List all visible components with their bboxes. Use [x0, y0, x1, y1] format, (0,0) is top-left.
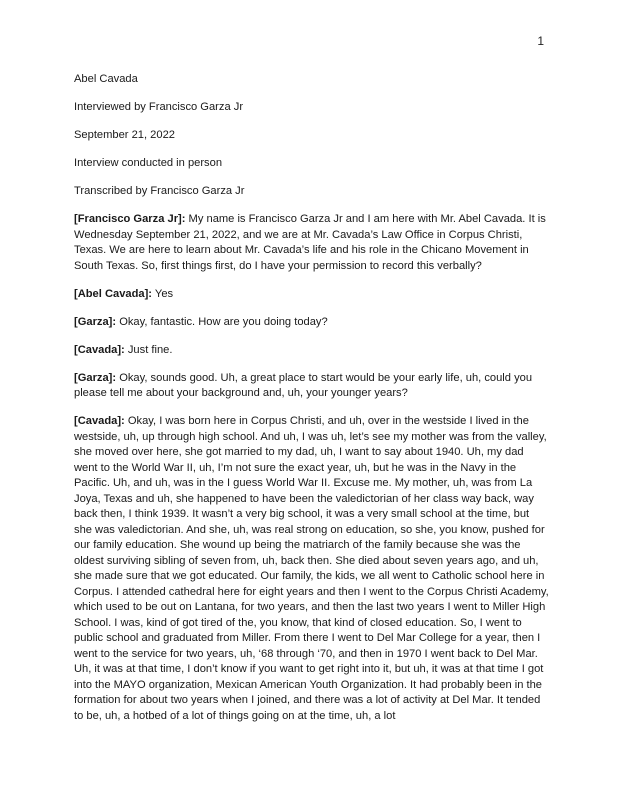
speaker-label: [Garza]: [74, 371, 117, 384]
transcript-paragraph [74, 371, 550, 402]
transcript-paragraph [74, 343, 550, 359]
speaker-label: [Garza]: [74, 315, 117, 328]
transcript-paragraph [74, 414, 550, 724]
speaker-label: [Francisco Garza Jr]: [74, 213, 186, 225]
utterance-text: Just fine. [124, 343, 173, 356]
speaker-label: [Cavada]: [74, 343, 125, 356]
speaker-label: [Cavada]: [74, 415, 125, 427]
transcript-paragraph [74, 315, 550, 331]
interviewee-name: Abel Cavada [74, 73, 138, 85]
transcript-paragraph [74, 287, 550, 303]
utterance-text: Yes [152, 287, 174, 300]
transcript-body [74, 72, 550, 737]
interview-mode: Interview conducted in person [74, 157, 223, 169]
utterance-text: Okay, sounds good. Uh, a great place to start would be your early life, uh, could you please tell me about your background and, uh, your younger years? [74, 371, 533, 399]
interviewer-line: Interviewed by Francisco Garza Jr [74, 101, 244, 113]
transcript-paragraph [74, 212, 550, 274]
utterance-text: Okay, fantastic. How are you doing today? [116, 315, 328, 328]
utterance-text: Okay, I was born here in Corpus Christi, and uh, over in the westside I lived in the westside, uh, up through high school. And uh, I was uh, let’s see my mother was from the valley, she moved over here, she got married to my dad, uh, I want to say about 1940. Uh, my dad went to the World War II, uh, I’m not sure the exact year, uh, but he was in the Navy in the Pacific. Uh, and uh, was in the I guess World War II. Excuse me. My mother, uh, was from La Joya, Texas and uh, she happened to have been the valedictorian of her class way back, way back then, I think 1939. It wasn’t a very big school, it was a very small school at the time, but she was valedictorian. And she, uh, was real strong on education, so she, you know, pushed for our family education. She wound up being the matriarch of the family because she was the oldest surviving sibling of seven from, uh, back then. She died about seven years ago, and uh, she made sure that we got educated. Our family, the kids, we all went to Catholic school here in Corpus. I attended cathedral here for eight years and then I went to the Corpus Christi Academy, which used to be out on Lantana, for two years, and then the last two years I went to Miller High School. I was, kind of got tired of the, you know, that kind of closed education. So, I went to public school and graduated from Miller. From there I went to Del Mar College for a year, then I went to the service for two years, uh, ‘68 through ‘70, and then in 1970 I went back to Del Mar. Uh, it was at that time, I don’t know if you want to get right into it, but uh, it was at that time I got into the MAYO organization, Mexican American Youth Organization. It had probably been in the formation for about two years when I joined, and there was a lot of activity at Del Mar. It tended to be, uh, a hotbed of a lot of things going on at the time, uh, a lot [74, 415, 549, 722]
page-number: 1 [537, 34, 544, 48]
speaker-label: [Abel Cavada]: [74, 287, 153, 300]
utterance-text: My name is Francisco Garza Jr and I am here with Mr. Abel Cavada. It is Wednesday September 21, 2022, and we are at Mr. Cavada’s Law Office in Corpus Christi, Texas. We are here to learn about Mr. Cavada’s life and his role in the Chicano Movement in South Texas. So, first things first, do I have your permission to record this verbally? [74, 213, 546, 272]
interview-date: September 21, 2022 [74, 129, 175, 141]
transcriber-line: Transcribed by Francisco Garza Jr [74, 185, 245, 197]
